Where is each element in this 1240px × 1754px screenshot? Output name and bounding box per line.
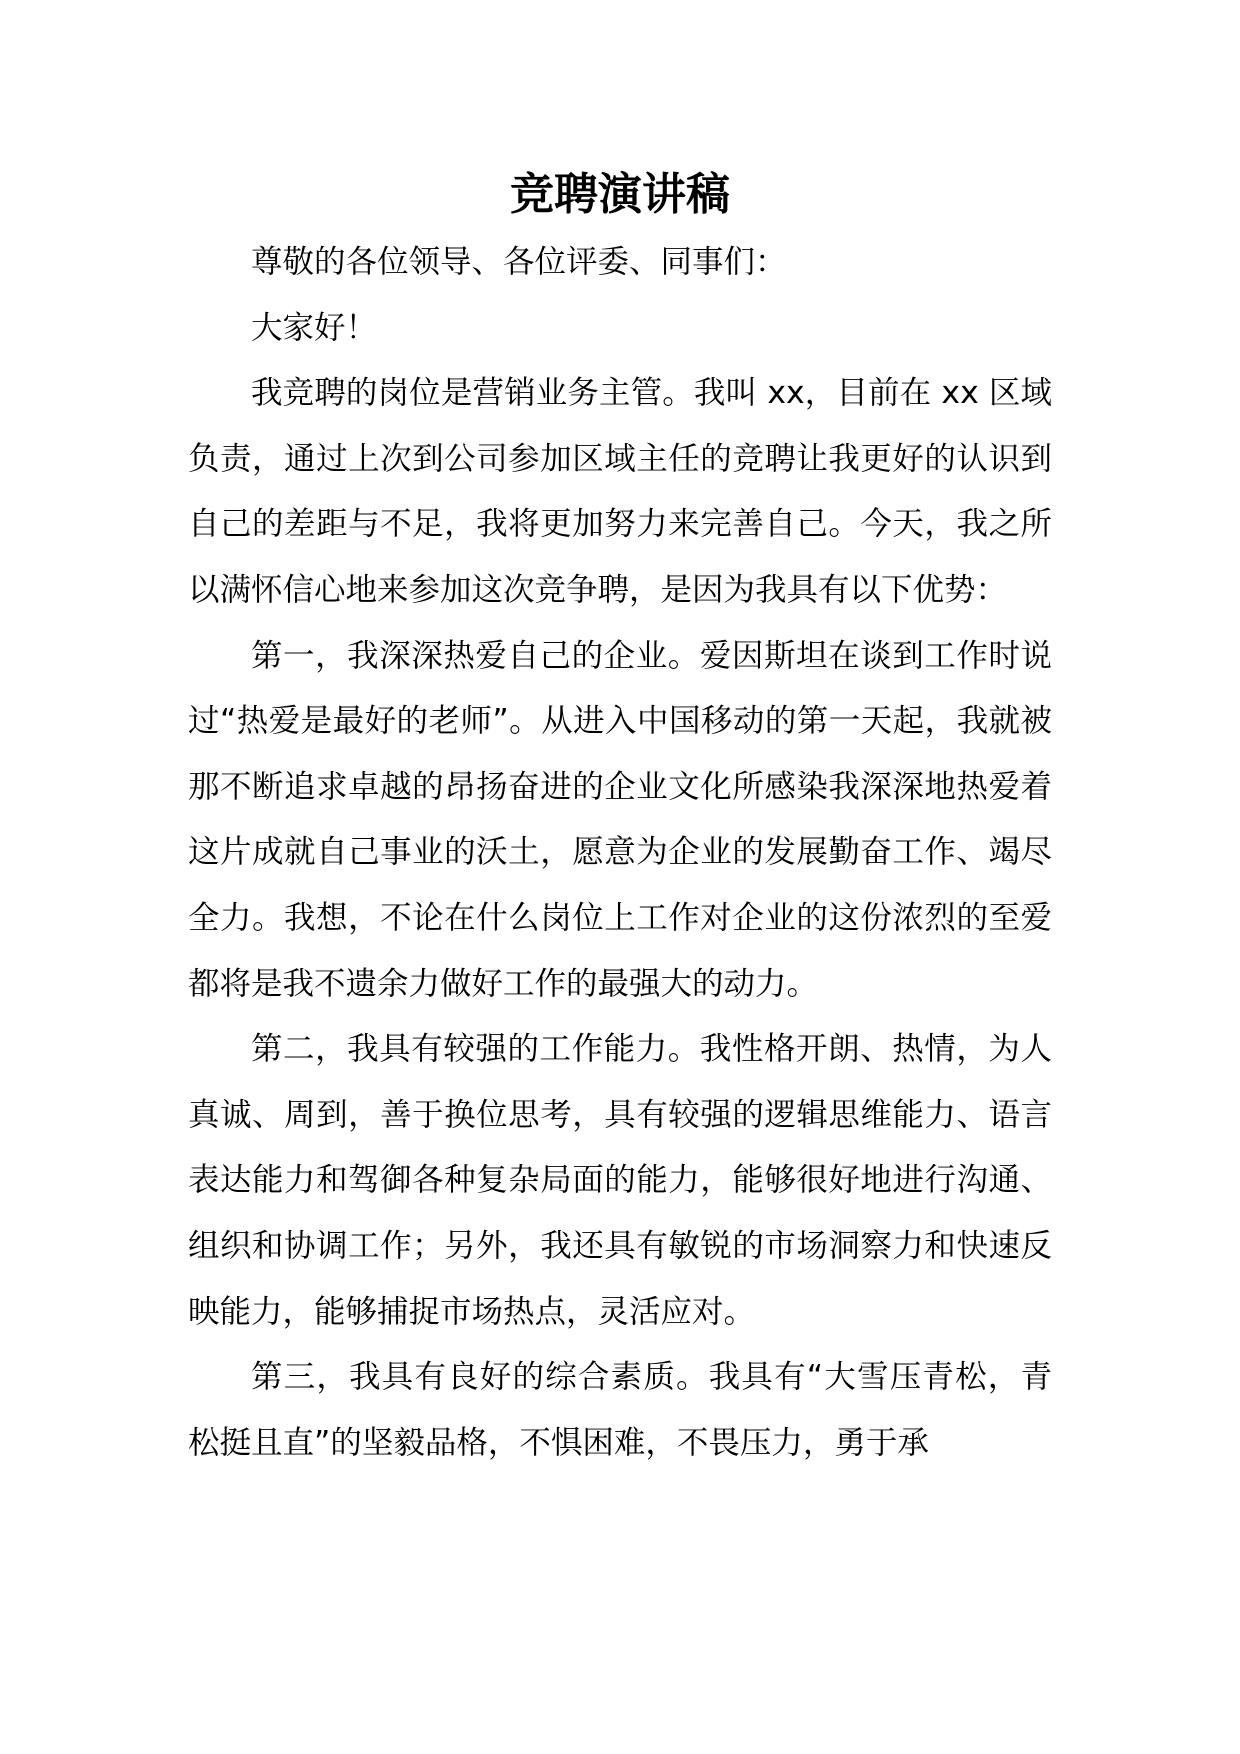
document-body	[188, 230, 1052, 1476]
point-one-paragraph: 第一，我深深热爱自己的企业。爱因斯坦在谈到工作时说过“热爱是最好的老师”。从进入中国移动的第一天起，我就被那不断追求卓越的昂扬奋进的企业文化所感染我深深地热爱着这片成就自己事业的沃土，愿意为企业的发展勤奋工作、竭尽全力。我想，不论在什么岗位上工作对企业的这份浓烈的至爱都将是我不遗余力做好工作的最强大的动力。	[188, 637, 1052, 1002]
document-title: 竞聘演讲稿	[510, 169, 730, 220]
point-three-paragraph: 第三，我具有良好的综合素质。我具有“大雪压青松，青松挺且直”的坚毅品格，不惧困难，不畏压力，勇于承	[188, 1359, 1052, 1461]
greeting-paragraph: 大家好！	[251, 309, 378, 346]
intro-paragraph: 我竞聘的岗位是营销业务主管。我叫 xx，目前在 xx 区域负责，通过上次到公司参加区域主任的竞聘让我更好的认识到自己的差距与不足，我将更加努力来完善自己。今天，我之所以满怀信心地来参加这次竞争聘，是因为我具有以下优势：	[188, 375, 1052, 608]
point-two-paragraph: 第二，我具有较强的工作能力。我性格开朗、热情，为人真诚、周到，善于换位思考，具有较强的逻辑思维能力、语言表达能力和驾御各种复杂局面的能力，能够很好地进行沟通、组织和协调工作；另外，我还具有敏锐的市场洞察力和快速反映能力，能够捕捉市场热点，灵活应对。	[188, 1031, 1052, 1330]
salutation-paragraph: 尊敬的各位领导、各位评委、同事们：	[251, 244, 787, 280]
